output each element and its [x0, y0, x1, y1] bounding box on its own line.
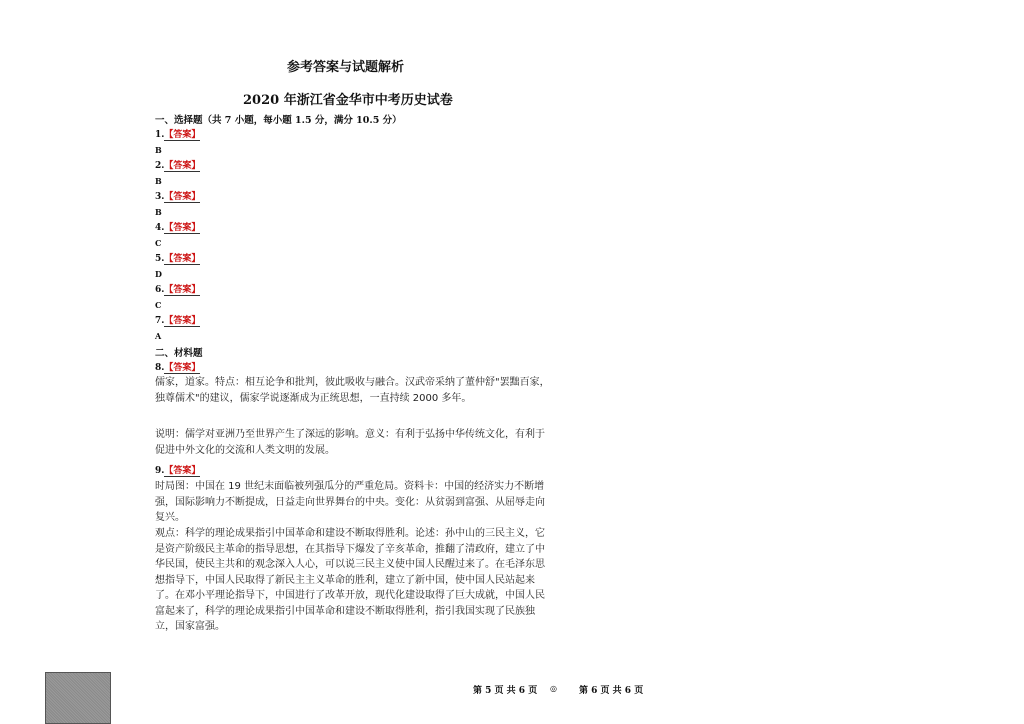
answer-tag: 【答案】: [164, 363, 201, 373]
answer-tag: 【答案】: [164, 254, 201, 264]
answer-tag: 【答案】: [164, 285, 201, 295]
gray-box-decoration: [45, 672, 111, 724]
footer-separator-icon: ◎: [550, 683, 557, 693]
question-number: 3.: [155, 192, 165, 202]
question-number: 7.: [155, 316, 165, 326]
question-4-label: [155, 222, 200, 234]
question-number: 4.: [155, 223, 165, 233]
question-6-label: [155, 284, 200, 296]
footer-page-right: 第 6 页 共 6 页: [579, 686, 644, 696]
answer-tag: 【答案】: [164, 161, 201, 171]
question-2-answer: B: [155, 176, 162, 186]
exam-title: 2020 年浙江省金华市中考历史试卷: [243, 93, 453, 108]
question-9-paragraph-2: 观点：科学的理论成果指引中国革命和建设不断取得胜利。论述：孙中山的三民主义，它是资产阶级民主革命的指导思想，在其指导下爆发了辛亥革命，推翻了清政府，建立了中华民国，使民主共和的观念深入人心，可以说三民主义使中国人民醒过来了。在毛泽东思想指导下，中国人民取得了新民主主义革命的胜利，建立了新中国，使中国人民站起来了。在邓小平理论指导下，中国进行了改革开放，现代化建设取得了巨大成就，中国人民富起来了，科学的理论成果指引中国革命和建设不断取得胜利，指引我国实现了民族独立，国家富强。: [155, 528, 545, 632]
question-3-label: [155, 191, 200, 203]
question-1-answer: B: [155, 145, 162, 155]
question-number: 9.: [155, 466, 165, 476]
section-2-title: 二、材料题: [155, 348, 203, 359]
question-5-answer: D: [155, 269, 162, 279]
answer-tag: 【答案】: [164, 223, 201, 233]
question-7-answer: A: [155, 331, 162, 341]
question-1-label: [155, 129, 200, 141]
section-1-title: 一、选择题（共 7 小题，每小题 1.5 分，满分 10.5 分）: [155, 115, 402, 126]
question-4-answer: C: [155, 238, 162, 248]
question-number: 5.: [155, 254, 165, 264]
question-number: 8.: [155, 363, 165, 373]
answer-tag: 【答案】: [164, 192, 201, 202]
question-number: 1.: [155, 130, 165, 140]
question-7-label: [155, 315, 200, 327]
answer-tag: 【答案】: [164, 316, 201, 326]
page-title: 参考答案与试题解析: [287, 60, 405, 75]
question-8-paragraph-2: 说明：儒学对亚洲乃至世界产生了深远的影响。意义：有利于弘扬中华传统文化，有利于促进中外文化的交流和人类文明的发展。: [155, 429, 545, 456]
question-number: 2.: [155, 161, 165, 171]
answer-tag: 【答案】: [164, 466, 201, 476]
question-8-label: [155, 362, 200, 374]
question-9-paragraph-1: 时局图：中国在 19 世纪末面临被列强瓜分的严重危局。资料卡：中国的经济实力不断增强，国际影响力不断提成，日益走向世界舞台的中央。变化：从贫弱到富强、从屈辱走向复兴。: [155, 481, 545, 523]
question-8-paragraph-1: 儒家，道家。特点：相互论争和批判，彼此吸收与融合。汉武帝采纳了董仲舒"罢黜百家，独尊儒术"的建议，儒家学说逐渐成为正统思想，一直持续 2000 多年。: [155, 377, 550, 404]
question-2-label: [155, 160, 200, 172]
question-9-label: [155, 465, 200, 477]
footer-page-left: 第 5 页 共 6 页: [473, 686, 538, 696]
question-number: 6.: [155, 285, 165, 295]
question-3-answer: B: [155, 207, 162, 217]
answer-tag: 【答案】: [164, 130, 201, 140]
question-5-label: [155, 253, 200, 265]
question-6-answer: C: [155, 300, 162, 310]
